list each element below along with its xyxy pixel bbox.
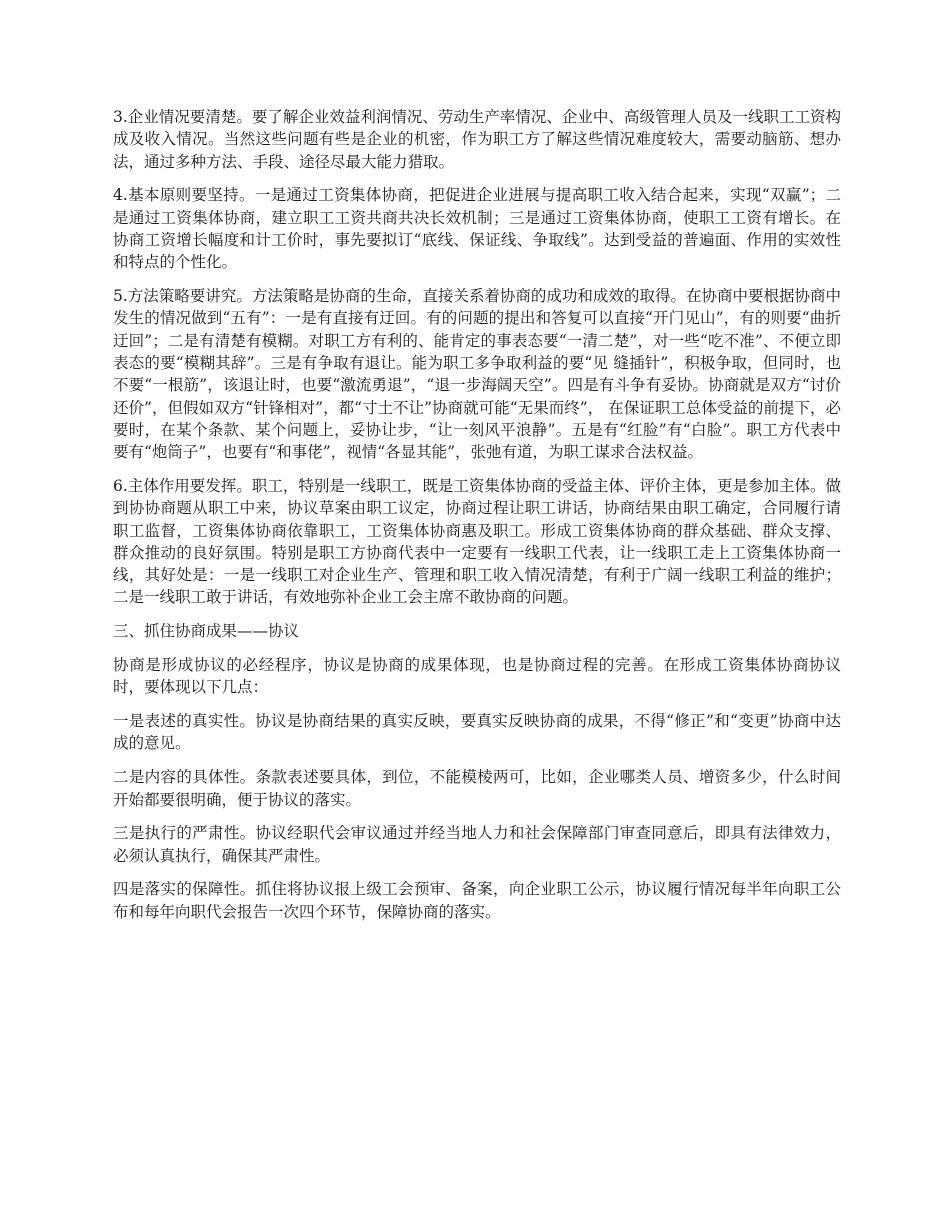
paragraph-guarantee: 四是落实的保障性。抓住将协议报上级工会预审、备案，向企业职工公示，协议履行情况每半年向职工公布和每年向职代会报告一次四个环节，保障协商的落实。	[113, 880, 841, 921]
document-body	[113, 106, 841, 935]
paragraph-authenticity: 一是表述的真实性。协议是协商结果的真实反映，要真实反映协商的成果，不得“修正”和“变更”协商中达成的意见。	[113, 712, 841, 753]
paragraph-subject-role: 6.主体作用要发挥。职工，特别是一线职工，既是工资集体协商的受益主体、评价主体，更是参加主体。做到协协商题从职工中来，协议草案由职工议定，协商过程让职工讲话，协商结果由职工确定，合同履行请职工监督，工资集体协商依靠职工，工资集体协商惠及职工。形成工资集体协商的群众基础、群众支撑、群众推动的良好氛围。特别是职工方协商代表中一定要有一线职工代表，让一线职工走上工资集体协商一线，其好处是：一是一线职工对企业生产、管理和职工收入情况清楚，有利于广阔一线职工利益的维护；二是一线职工敢于讲话，有效地弥补企业工会主席不敢协商的问题。	[113, 476, 841, 607]
section-heading-agreement: 三、抓住协商成果——协议	[113, 622, 300, 641]
paragraph-methods-strategy: 5.方法策略要讲究。方法策略是协商的生命，直接关系着协商的成功和成效的取得。在协商中要根据协商中发生的情况做到“五有”：一是有直接有迂回。有的问题的提出和答复可以直接“开门见山”，有的则要“曲折迂回”；二是有清楚有模糊。对职工方有利的、能肯定的事表态要“一清二楚”，对一些“吃不准”、不便立即表态的要“模糊其辞”。三是有争取有退让。能为职工多争取利益的要“见 缝插针”，积极争取，但同时，也不要“一根筋”，该退让时，也要“激流勇退”，“退一步海阔天空”。四是有斗争有妥协。协商就是双方“讨价还价”，但假如双方“针锋相对”，都“寸土不让”协商就可能“无果而终”， 在保证职工总体受益的前提下，必要时，在某个条款、某个问题上，妥协让步，“让一刻风平浪静”。五是有“红脸”有“白脸”。职工方代表中要有“炮筒子”，也要有“和事佬”，视情“各显其能”，张弛有道，为职工谋求合法权益。	[113, 287, 841, 462]
paragraph-seriousness: 三是执行的严肃性。协议经职代会审议通过并经当地人力和社会保障部门审查同意后，即具有法律效力，必须认真执行，确保其严肃性。	[113, 824, 841, 865]
paragraph-specificity: 二是内容的具体性。条款表述要具体，到位，不能模棱两可，比如，企业哪类人员、增资多少，什么时间开始都要很明确，便于协议的落实。	[113, 768, 841, 809]
paragraph-agreement-intro: 协商是形成协议的必经程序，协议是协商的成果体现，也是协商过程的完善。在形成工资集体协商协议时，要体现以下几点：	[113, 656, 841, 697]
paragraph-enterprise-situation: 3.企业情况要清楚。要了解企业效益利润情况、劳动生产率情况、企业中、高级管理人员及一线职工工资构成及收入情况。当然这些问题有些是企业的机密，作为职工方了解这些情况难度较大，需要动脑筋、想办法，通过多种方法、手段、途径尽最大能力猎取。	[113, 108, 841, 171]
paragraph-basic-principles: 4.基本原则要坚持。一是通过工资集体协商，把促进企业进展与提高职工收入结合起来，实现“双赢”；二是通过工资集体协商，建立职工工资共商共决长效机制；三是通过工资集体协商，使职工工资有增长。在协商工资增长幅度和计工价时，事先要拟订“底线、保证线、争取线”。达到受益的普遍面、作用的实效性和特点的个性化。	[113, 186, 841, 272]
